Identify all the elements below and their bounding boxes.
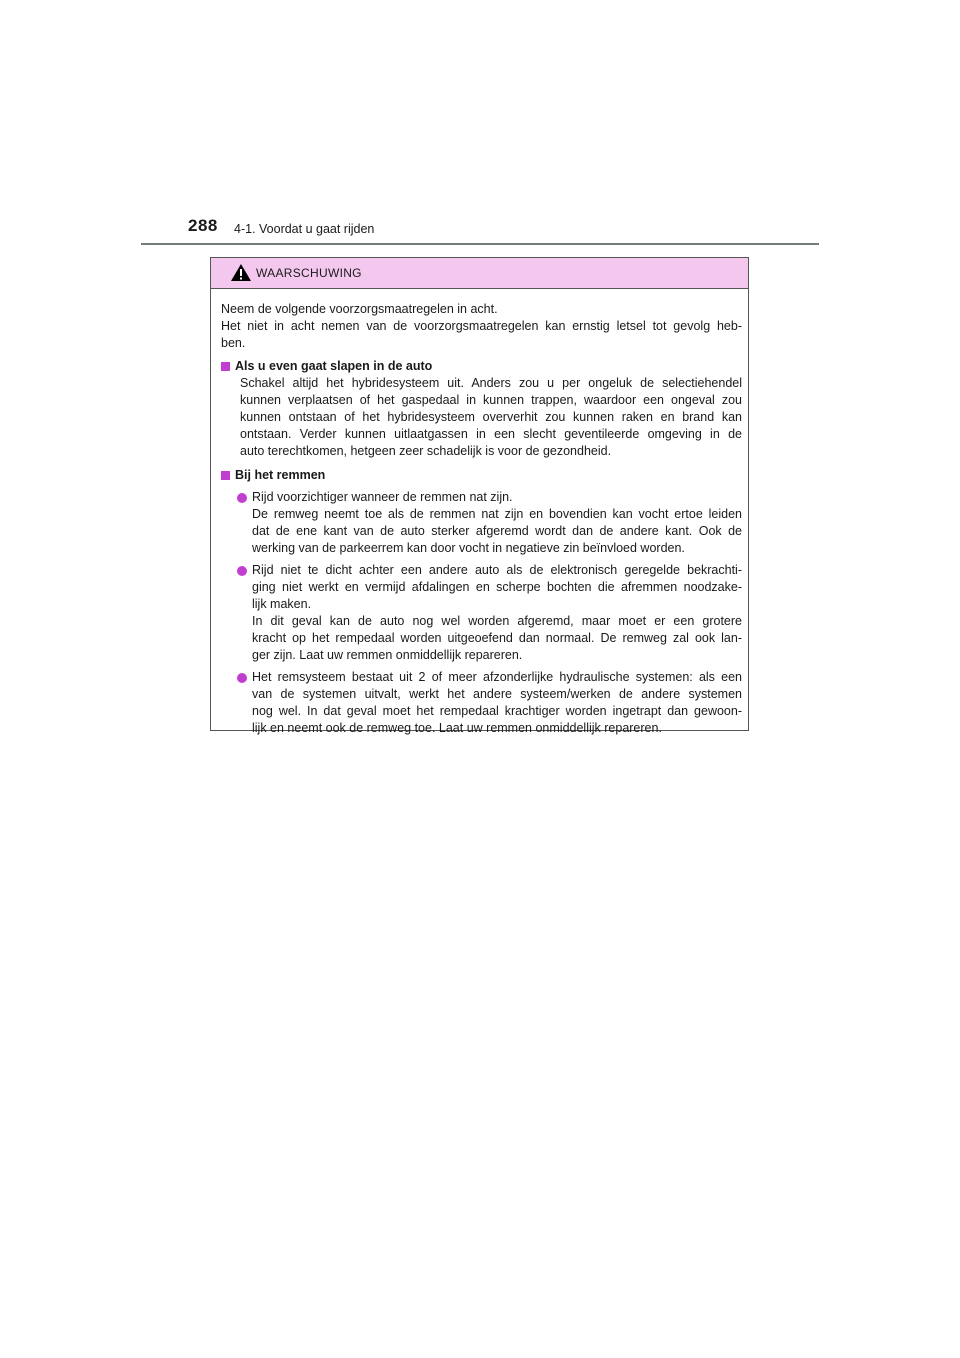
paragraph-line: kunnen verplaatsen of het gaspedaal in kunnen trappen, waardoor een ongeval zou (240, 393, 742, 407)
section-heading-text: Als u even gaat slapen in de auto (235, 359, 433, 373)
warning-body (211, 289, 748, 737)
round-bullet-icon (237, 566, 247, 576)
bullet-line: nog wel. In dat geval moet het rempedaal krachtiger worden ingetrapt dan gewoon- (252, 704, 742, 718)
bullet-line: ger zijn. Laat uw remmen onmiddellijk repareren. (252, 648, 523, 662)
intro-line: Het niet in acht nemen van de voorzorgsmaatregelen kan ernstig letsel tot gevolg heb- (221, 319, 742, 333)
section-title: 4-1. Voordat u gaat rijden (234, 222, 375, 236)
round-bullet-icon (237, 493, 247, 503)
section-heading-text: Bij het remmen (235, 468, 326, 482)
paragraph-line: kunnen ontstaan of het hybridesysteem oververhit zou kunnen raken en brand kan (240, 410, 742, 424)
bullet-line: ging niet werkt en vermijd afdalingen en scherpe bochten die afremmen noodzake- (252, 580, 742, 594)
bullet-line: kracht op het rempedaal worden uitgeoefend dan normaal. De remweg zal ook lan- (252, 631, 742, 645)
warning-triangle-icon (230, 263, 252, 282)
bullet-line: Rijd niet te dicht achter een andere auto als de elektronisch geregelde bekrachti- (252, 563, 742, 577)
warning-box (210, 257, 749, 735)
bullet-line: lijk maken. (252, 597, 312, 611)
bullet-line: dat de ene kant van de auto sterker afgeremd wordt dan de andere kant. Ook de (252, 524, 742, 538)
section-heading-braking (221, 467, 742, 484)
square-bullet-icon (221, 471, 230, 480)
bullet-item-hydraulic-systems (221, 669, 742, 737)
warning-title: WAARSCHUWING (256, 266, 362, 280)
square-bullet-icon (221, 362, 230, 371)
paragraph-line: auto terechtkomen, hetgeen zeer schadelijk is voor de gezondheid. (240, 444, 612, 458)
section-heading-sleeping (221, 358, 742, 375)
page-number: 288 (188, 216, 218, 235)
paragraph-line: ontstaan. Verder kunnen uitlaatgassen in een slecht geventileerde omgeving in de (240, 427, 742, 441)
round-bullet-icon (237, 673, 247, 683)
intro-line: ben. (221, 336, 246, 350)
warning-header (211, 258, 748, 289)
intro-line: Neem de volgende voorzorgsmaatregelen in acht. (221, 302, 498, 316)
bullet-item-wet-brakes (221, 489, 742, 557)
warning-intro (221, 301, 742, 352)
header-rule (141, 243, 819, 245)
bullet-line: Het remsysteem bestaat uit 2 of meer afzonderlijke hydraulische systemen: als een (252, 670, 742, 684)
bullet-line: werking van de parkeerrem kan door vocht in negatieve zin beïnvloed worden. (252, 541, 685, 555)
bullet-line: lijk en neemt ook de remweg toe. Laat uw remmen onmiddellijk repareren. (252, 721, 662, 735)
bullet-item-power-assist (221, 562, 742, 664)
bullet-line: Rijd voorzichtiger wanneer de remmen nat zijn. (252, 490, 513, 504)
section-paragraph-sleeping (221, 375, 742, 460)
bullet-line: In dit geval kan de auto nog wel worden afgeremd, maar moet er een grotere (252, 614, 742, 628)
paragraph-line: Schakel altijd het hybridesysteem uit. Anders zou u per ongeluk de selectiehendel (240, 376, 742, 390)
bullet-line: De remweg neemt toe als de remmen nat zijn en bovendien kan vocht ertoe leiden (252, 507, 742, 521)
bullet-line: van de systemen uitvalt, werkt het andere systeem/werken de andere systemen (252, 687, 742, 701)
